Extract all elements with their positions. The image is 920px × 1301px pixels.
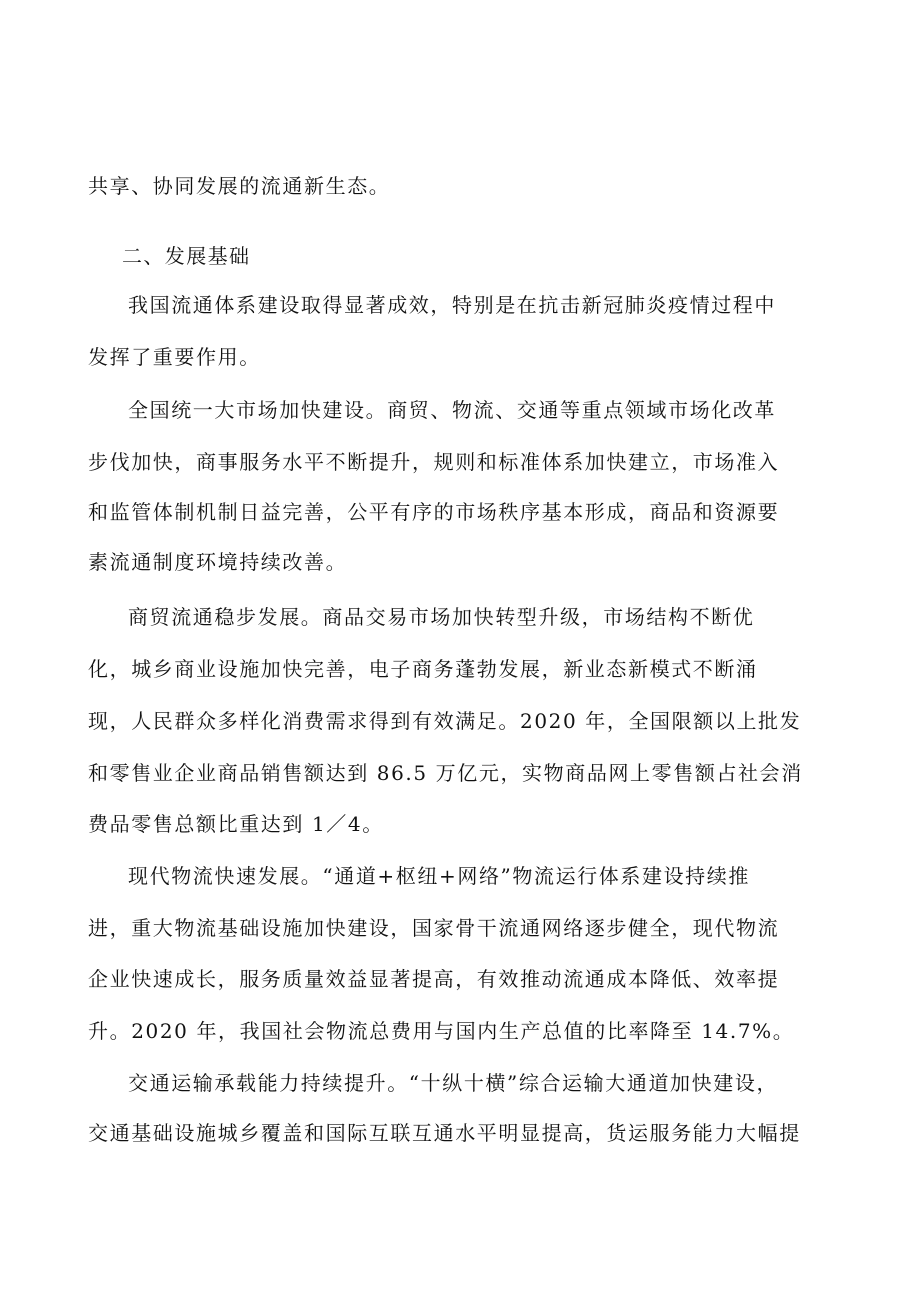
- paragraph-line: 和监管体制机制日益完善，公平有序的市场秩序基本形成，商品和资源要: [88, 500, 780, 524]
- paragraph-line: 升。2020 年，我国社会物流总费用与国内生产总值的比率降至 14.7%。: [88, 1019, 795, 1043]
- paragraph-line: 进，重大物流基础设施加快建设，国家骨干流通网络逐步健全，现代物流: [88, 916, 780, 940]
- paragraph-line: 全国统一大市场加快建设。商贸、物流、交通等重点领域市场化改革: [128, 398, 776, 422]
- paragraph-line: 商贸流通稳步发展。商品交易市场加快转型升级，市场结构不断优: [128, 605, 755, 629]
- paragraph-line: 共享、协同发展的流通新生态。: [88, 174, 391, 198]
- paragraph-line: 现代物流快速发展。“通道+枢纽+网络”物流运行体系建设持续推: [128, 864, 750, 888]
- paragraph-line: 和零售业企业商品销售额达到 86.5 万亿元，实物商品网上零售额占社会消: [88, 761, 803, 785]
- paragraph-line: 企业快速成长，服务质量效益显著提高，有效推动流通成本降低、效率提: [88, 967, 780, 991]
- paragraph-line: 素流通制度环境持续改善。: [88, 550, 348, 574]
- paragraph-line: 现，人民群众多样化消费需求得到有效满足。2020 年，全国限额以上批发: [88, 709, 802, 733]
- paragraph-line: 交通运输承载能力持续提升。“十纵十横”综合运输大通道加快建设，: [128, 1071, 779, 1095]
- paragraph-line: 费品零售总额比重达到 1／4。: [88, 812, 384, 836]
- paragraph-line: 化，城乡商业设施加快完善，电子商务蓬勃发展，新业态新模式不断涌: [88, 657, 758, 681]
- paragraph-line: 我国流通体系建设取得显著成效，特别是在抗击新冠肺炎疫情过程中: [128, 293, 776, 317]
- paragraph-line: 步伐加快，商事服务水平不断提升，规则和标准体系加快建立，市场准入: [88, 450, 780, 474]
- section-heading: 二、发展基础: [122, 244, 251, 268]
- paragraph-line: 交通基础设施城乡覆盖和国际互联互通水平明显提高，货运服务能力大幅提: [88, 1121, 801, 1145]
- paragraph-line: 发挥了重要作用。: [88, 345, 261, 369]
